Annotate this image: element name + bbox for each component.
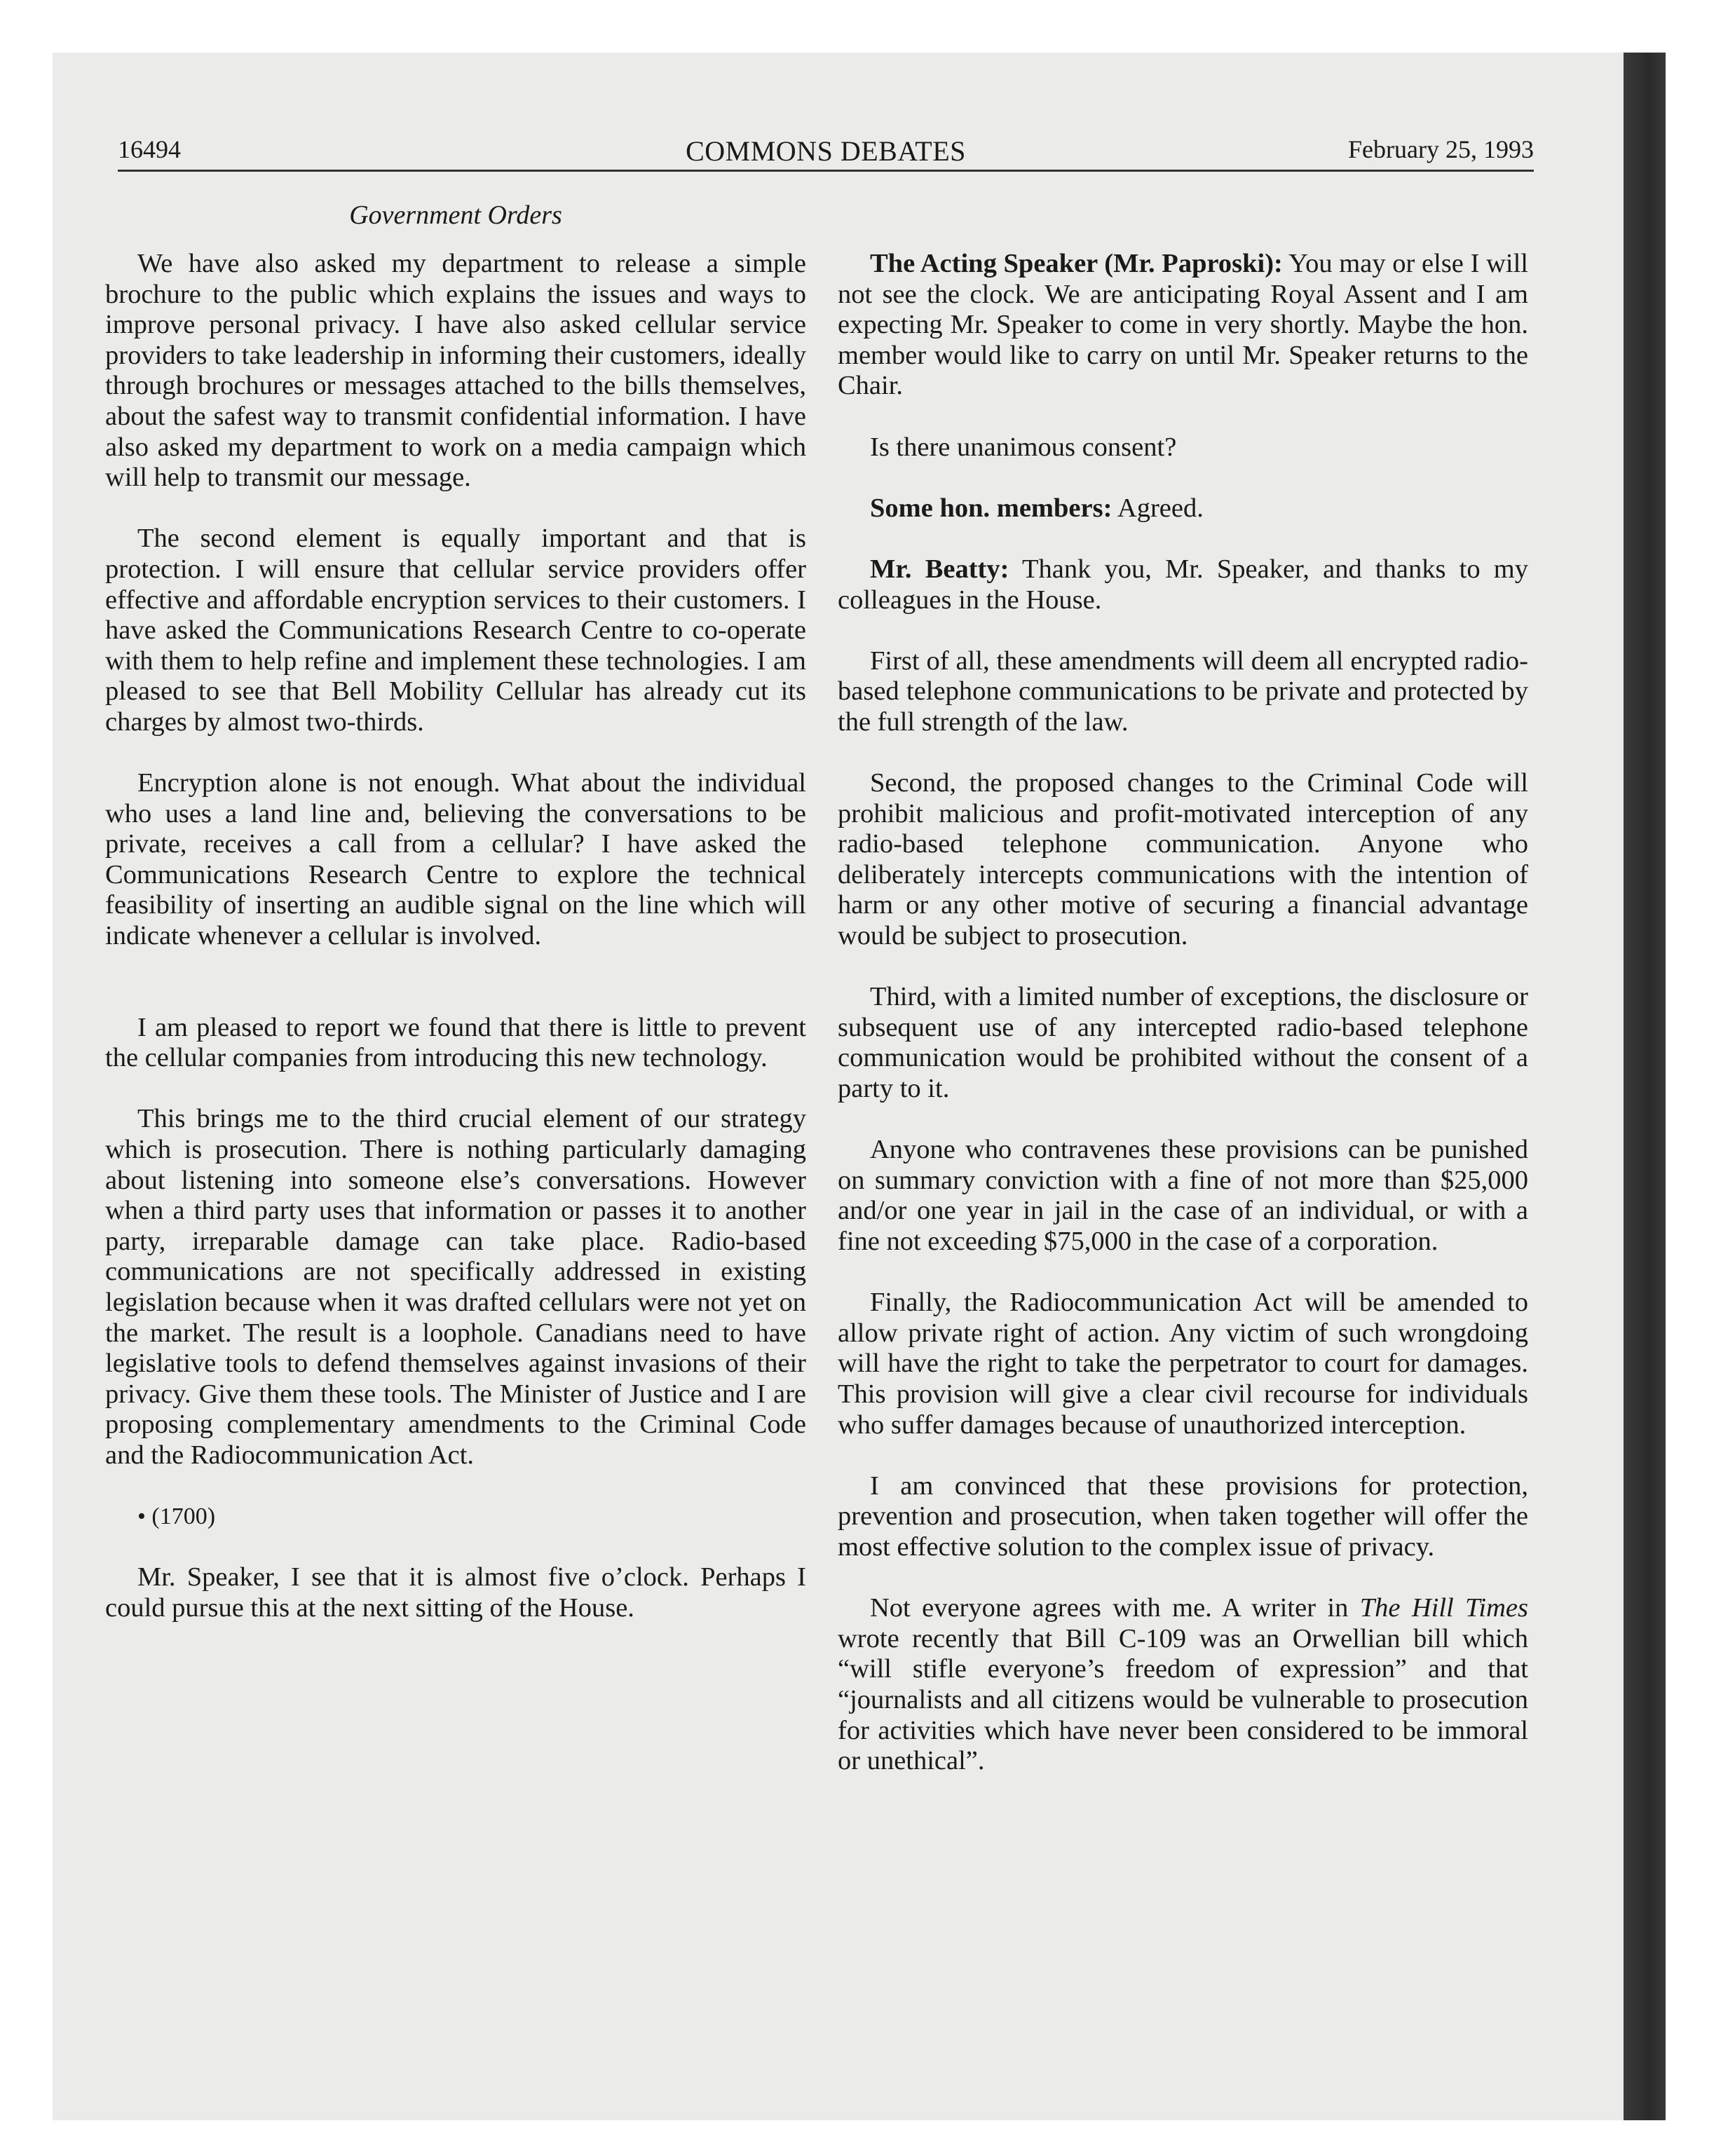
page-header (118, 128, 1534, 172)
paragraph: Encryption alone is not enough. What about the individual who uses a land line and, believing the conversations to be private, receives a call from a cellular? I have asked the Communications Research Centre to explore the technical feasibility of inserting an audible signal on the line which will indicate whenever a cellular is involved. (105, 768, 806, 951)
speaker-name: Mr. Beatty: (870, 554, 1009, 584)
speaker-paragraph (838, 493, 1528, 524)
paragraph: First of all, these amendments will deem all encrypted radio-based telephone communications to be private and protected by the full strength of the law. (838, 646, 1528, 737)
page-number: 16494 (118, 135, 181, 163)
speaker-text: Agreed. (1112, 493, 1204, 523)
section-title: Government Orders (349, 200, 562, 230)
scan-edge-shadow (1624, 53, 1666, 2120)
left-column (105, 249, 806, 1654)
time-marker: • (1700) (137, 1503, 216, 1530)
speaker-paragraph (838, 249, 1528, 402)
speaker-name: Some hon. members: (870, 493, 1113, 523)
speaker-text: You may or else I will not see the clock. We are anticipating Royal Assent and I am expecting Mr. Speaker to come in very shortly. Maybe the hon. member would like to carry on until Mr. Speaker returns to the Chair. (838, 249, 1529, 401)
publication-name: The Hill Times (1359, 1593, 1528, 1623)
paragraph: Not everyone agrees with me. A writer in The Hill Times wrote recently that Bill C-109 was an Orwellian bill which “will stifle everyone’s freedom of expression” and that “journalists and all citizens would be vulnerable to prosecution for activities which have never been considered to be immoral or unethical”. (838, 1593, 1528, 1776)
paragraph: I am pleased to report we found that there is little to prevent the cellular companies from introducing this new technology. (105, 1012, 806, 1073)
speaker-paragraph (838, 554, 1528, 615)
speaker-name: The Acting Speaker (Mr. Paproski): (870, 249, 1283, 278)
paragraph: This brings me to the third crucial element of our strategy which is prosecution. There is nothing particularly damaging about listening into someone else’s conversations. However when a third party uses that information or passes it to another party, irreparable damage can take place. Radio-based communications are not specifically addressed in existing legislation because when it was drafted cellulars were not yet on the market. The result is a loophole. Canadians need to have legislative tools to defend themselves against invasions of their privacy. Give them these tools. The Minister of Justice and I are proposing complementary amendments to the Criminal Code and the Radiocommunication Act. (105, 1104, 806, 1470)
paragraph: Finally, the Radiocommunication Act will be amended to allow private right of action. Any victim of such wrongdoing will have the right to take the perpetrator to court for damages. This provision will give a clear civil recourse for individuals who suffer damages because of unauthorized interception. (838, 1288, 1528, 1440)
paragraph: Anyone who contravenes these provisions can be punished on summary conviction with a fine of not more than $25,000 and/or one year in jail in the case of an individual, or with a fine not exceeding $75,000 in the case of a corporation. (838, 1135, 1528, 1256)
header-date: February 25, 1993 (1348, 135, 1534, 163)
publication-title: COMMONS DEBATES (686, 135, 966, 167)
paragraph: Is there unanimous consent? (870, 432, 1177, 462)
paragraph: Third, with a limited number of exceptions, the disclosure or subsequent use of any intercepted radio-based telephone communication would be prohibited without the consent of a party to it. (838, 982, 1528, 1104)
paragraph: Mr. Speaker, I see that it is almost five o’clock. Perhaps I could pursue this at the next sitting of the House. (105, 1562, 806, 1623)
paragraph: The second element is equally important and that is protection. I will ensure that cellular service providers offer effective and affordable encryption services to their customers. I have asked the Communications Research Centre to co-operate with them to help refine and implement these technologies. I am pleased to see that Bell Mobility Cellular has already cut its charges by almost two-thirds. (105, 524, 806, 737)
paragraph: Second, the proposed changes to the Criminal Code will prohibit malicious and profit-motivated interception of any radio-based telephone communication. Anyone who deliberately intercepts communications with the intention of harm or any other motive of securing a financial advantage would be subject to prosecution. (838, 768, 1528, 951)
right-column (838, 249, 1528, 1807)
speaker-text: Thank you, Mr. Speaker, and thanks to my colleagues in the House. (838, 554, 1528, 615)
paragraph: We have also asked my department to release a simple brochure to the public which explains the issues and ways to improve personal privacy. I have also asked cellular service providers to take leadership in informing their customers, ideally through brochures or messages attached to the bills themselves, about the safest way to transmit confidential information. I have also asked my department to work on a media campaign which will help to transmit our message. (105, 249, 806, 493)
paragraph: I am convinced that these provisions for protection, prevention and prosecution, when taken together will offer the most effective solution to the complex issue of privacy. (838, 1471, 1528, 1562)
